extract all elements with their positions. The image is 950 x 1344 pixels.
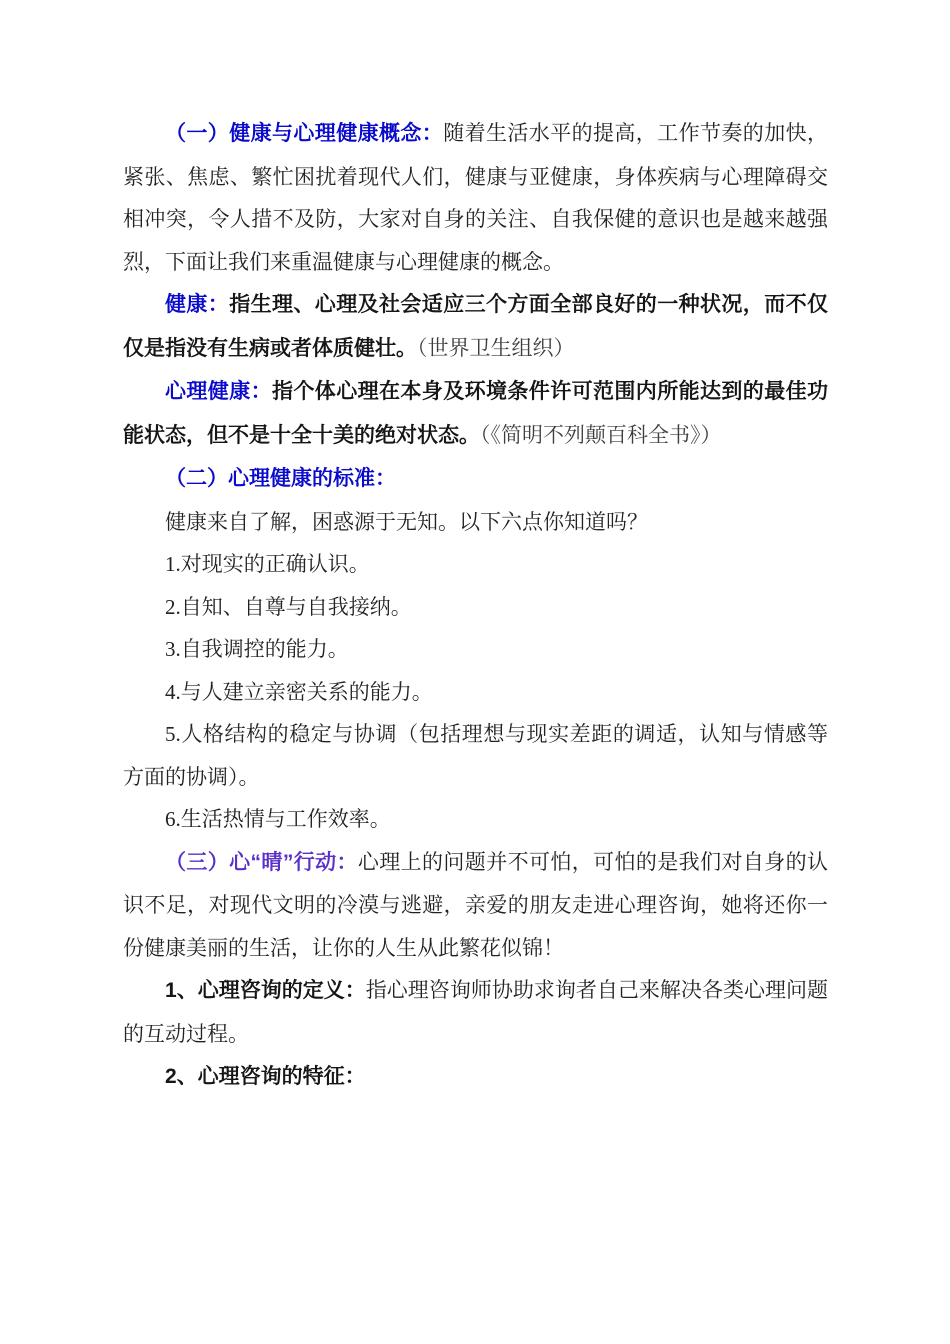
list-item-4-text: 4.与人建立亲密关系的能力。 bbox=[165, 679, 433, 704]
list-item-3-text: 3.自我调控的能力。 bbox=[165, 637, 349, 661]
list-item-6 bbox=[123, 798, 828, 841]
counseling-definition-body-text: 指心理咨询师协助求询者自己来解决各类心理问题的互动过程。 bbox=[123, 978, 828, 1046]
list-item-1-text: 1.对现实的正确认识。 bbox=[165, 552, 370, 576]
counseling-features-heading-text: 2、心理咨询的特征： bbox=[165, 1065, 366, 1088]
section3-body-text: 心理上的问题并不可怕，可怕的是我们对自身的认识不足，对现代文明的冷漠与逃避，亲爱的朋友走进心理咨询，她将还你一份健康美丽的生活，让你的人生从此繁花似锦！ bbox=[123, 849, 829, 960]
document-body bbox=[123, 112, 828, 1099]
section1-heading-text: （一）健康与心理健康概念： bbox=[165, 122, 444, 145]
standards-intro-text: 健康来自了解，困惑源于无知。以下六点你知道吗？ bbox=[165, 509, 648, 534]
heading-section2 bbox=[123, 457, 828, 501]
health-term-text: 健康： bbox=[165, 293, 230, 316]
health-source-text: （世界卫生组织） bbox=[417, 335, 575, 360]
list-item-6-text: 6.生活热情与工作效率。 bbox=[165, 807, 391, 831]
section1-body-text: 随着生活水平的提高，工作节奏的加快，紧张、焦虑、繁忙困扰着现代人们，健康与亚健康，身体疾病与心理障碍交相冲突，令人措不及防，大家对自身的关注、自我保健的意识也是越来越强烈，下面让我们来重温健康与心理健康的概念。 bbox=[123, 121, 829, 274]
mental-health-term-text: 心理健康： bbox=[165, 380, 272, 403]
list-item-4 bbox=[123, 671, 828, 714]
list-item-3 bbox=[123, 628, 828, 671]
list-item-2 bbox=[123, 586, 828, 629]
para-counseling-definition bbox=[123, 969, 828, 1055]
para-section1-concept bbox=[123, 112, 828, 283]
health-definition-text: 指生理、心理及社会适应三个方面全部良好的一种状况，而不仅仅是指没有生病或者体质健壮。 bbox=[123, 293, 829, 360]
para-section3-action bbox=[123, 841, 828, 970]
list-item-5 bbox=[123, 713, 828, 798]
para-standards-intro bbox=[123, 501, 828, 544]
list-item-5-text: 5.人格结构的稳定与协调（包括理想与现实差距的调适，认知与情感等方面的协调）。 bbox=[123, 722, 828, 789]
para-health-definition bbox=[123, 283, 828, 370]
list-item-2-text: 2.自知、自尊与自我接纳。 bbox=[165, 594, 412, 619]
list-item-1 bbox=[123, 543, 828, 586]
section3-heading-text: （三）心“晴”行动： bbox=[165, 850, 358, 874]
heading-counseling-features bbox=[123, 1055, 828, 1099]
section2-heading-text: （二）心理健康的标准： bbox=[165, 467, 396, 490]
para-mental-health-definition bbox=[123, 370, 828, 457]
counseling-definition-term-text: 1、心理咨询的定义： bbox=[165, 979, 366, 1002]
mental-health-definition-text: 指个体心理在本身及环境条件许可范围内所能达到的最佳功能状态，但不是十全十美的绝对状态。 bbox=[123, 380, 828, 447]
mental-health-source-text: （《简明不列颠百科全书》） bbox=[480, 422, 722, 447]
